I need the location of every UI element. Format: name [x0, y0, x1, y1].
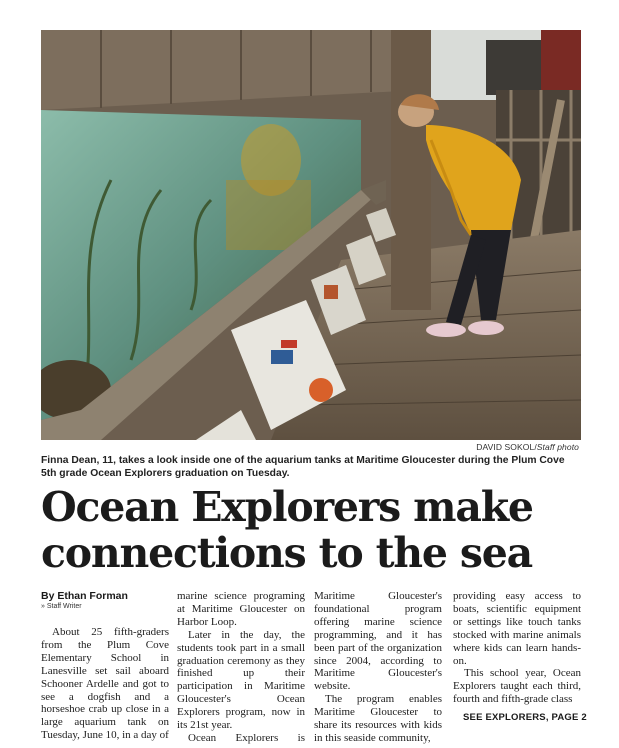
aquarium-photo	[41, 30, 581, 440]
byline-author: By Ethan Forman	[41, 590, 128, 602]
photo-credit	[476, 442, 579, 452]
photo-caption: Finna Dean, 11, takes a look inside one of the aquarium tanks at Maritime Gloucester during the Plum Cove 5th grade Ocean Explorers graduation on Tuesday.	[41, 455, 565, 479]
article-paragraph: About 25 fifth-graders from the Plum Cove Elementary School in Lanesville set sail aboard Schooner Ardelle and got to see a dogfish and a horseshoe crab up close in a large aquarium tank on Tuesday, June 10, in a day of	[41, 626, 169, 742]
article-paragraph: Ocean Explorers is	[188, 731, 305, 744]
article-column-4	[453, 590, 581, 706]
article-column-2	[177, 590, 305, 745]
byline-role: » Staff Writer	[41, 603, 82, 610]
article-paragraph: providing easy access to boats, scientific equipment or settings like touch tanks stocked with marine animals where kids can learn hands-on.	[453, 590, 581, 667]
article-column-1	[41, 626, 169, 742]
article-paragraph: The program enables Maritime Gloucester to share its resources with kids in this seaside community,	[314, 693, 442, 744]
jump-line[interactable]: SEE EXPLORERS, PAGE 2	[463, 712, 587, 723]
article-paragraph: Maritime Gloucester's foundational program offering marine science programming, and it has been part of the organization since 2004, according to Maritime Gloucester's website.	[314, 590, 442, 693]
article-paragraph: Later in the day, the students took part in a small graduation ceremony as they finished up their participation in Maritime Gloucester's Ocean Explorers program, now in its 21st year.	[177, 628, 305, 732]
photographer-role: Staff photo	[536, 442, 579, 452]
article-paragraph: marine science programing at Maritime Gloucester on Harbor Loop.	[177, 590, 305, 628]
photographer-name: DAVID SOKOL/	[476, 442, 537, 452]
headline-line-2: connections to the sea	[41, 529, 533, 577]
article-paragraph: This school year, Ocean Explorers taught each third, fourth and fifth-grade class	[453, 667, 581, 706]
headline	[41, 484, 601, 576]
headline-line-1: Ocean Explorers make	[41, 483, 533, 531]
article-column-3	[314, 590, 442, 745]
